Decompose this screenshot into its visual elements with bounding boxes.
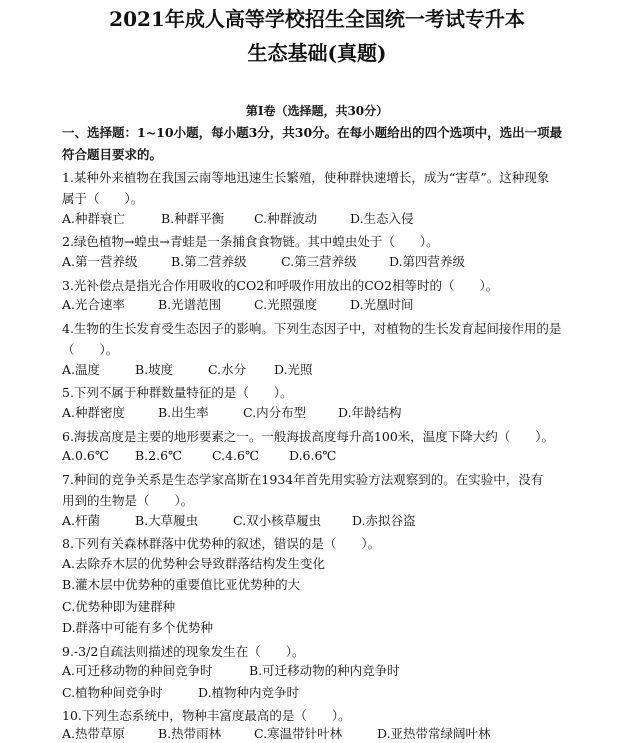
option: A.种群密度 — [62, 405, 126, 420]
option: C.寒温带针叶林 — [254, 726, 343, 741]
question-stem: 9.-3/2自疏法则描述的现象发生在（ ）。 — [62, 644, 305, 659]
option: C.内分布型 — [243, 405, 307, 420]
question-stem: 用到的生物是（ ）。 — [62, 493, 194, 508]
option: A.热带草原 — [62, 726, 126, 741]
option: B.出生率 — [158, 405, 209, 420]
option: B.灌木层中优势种的重要值比亚优势种的大 — [62, 577, 301, 592]
option: B.种群平衡 — [161, 211, 225, 226]
section-instruction-line1: 一、选择题：1~10小题，每小题3分，共30分。在每小题给出的四个选项中，选出一项最 — [62, 125, 563, 140]
question-stem: 10.下列生态系统中，物种丰富度最高的是（ ）。 — [62, 708, 351, 723]
option: C.4.6℃ — [212, 448, 259, 463]
section-title: 第Ⅰ卷（选择题，共30分） — [245, 104, 389, 118]
question-stem: 8.下列有关森林群落中优势种的叙述，错误的是（ ）。 — [62, 536, 381, 551]
option: C.水分 — [208, 362, 247, 377]
option: A.可迁移动物的种间竞争时 — [62, 663, 213, 678]
option: D.光照 — [274, 362, 313, 377]
option: D.生态入侵 — [350, 211, 414, 226]
option: B.2.6℃ — [135, 448, 183, 463]
option: B.第二营养级 — [171, 254, 247, 269]
option: A.光合速率 — [62, 297, 126, 312]
option: B.光谱范围 — [158, 297, 222, 312]
option: C.第三营养级 — [281, 254, 357, 269]
section-instruction-line2: 符合题目要求的。 — [62, 147, 163, 162]
option: A.温度 — [62, 362, 101, 377]
option: D.群落中可能有多个优势种 — [62, 620, 214, 635]
option: D.第四营养级 — [389, 254, 466, 269]
option: A.杆菌 — [62, 513, 101, 528]
option: D.年龄结构 — [338, 405, 402, 420]
question-stem: 6.海拔高度是主要的地形要素之一。一般海拔高度每升高100米，温度下降大约（ ）。 — [62, 429, 555, 444]
option: C.光照强度 — [254, 297, 318, 312]
option: A.种群衰亡 — [62, 211, 126, 226]
option: C.双小核草履虫 — [233, 513, 322, 528]
option: B.大草履虫 — [135, 513, 199, 528]
question-stem: 3.光补偿点是指光合作用吸收的CO2和呼吸作用放出的CO2相等时的（ ）。 — [62, 278, 499, 293]
option: D.6.6℃ — [289, 448, 337, 463]
option: A.第一营养级 — [62, 254, 138, 269]
question-stem: 2.绿色植物→蝗虫→青蛙是一条捕食食物链。其中蝗虫处于（ ）。 — [62, 234, 439, 249]
question-stem: 7.种间的竞争关系是生态学家高斯在1934年首先用实验方法观察到的。在实验中，没有 — [62, 472, 544, 487]
option: C.种群波动 — [254, 211, 318, 226]
exam-title: 2021年成人高等学校招生全国统一考试专升本 — [109, 7, 525, 31]
question-stem: 4.生物的生长发育受生态因子的影响。下列生态因子中，对植物的生长发育起间接作用的是 — [62, 321, 562, 336]
option: B.热带雨林 — [158, 726, 222, 741]
question-stem: 属于（ ）。 — [62, 191, 144, 206]
option: D.赤拟谷盗 — [352, 513, 416, 528]
option: C.优势种即为建群种 — [62, 599, 176, 614]
option: C.植物种间竞争时 — [62, 685, 163, 700]
option: A.0.6℃ — [62, 448, 109, 463]
question-stem: 5.下列不属于种群数量特征的是（ ）。 — [62, 385, 293, 400]
question-stem: （ ）。 — [62, 342, 119, 357]
option: B.可迁移动物的种内竞争时 — [249, 663, 400, 678]
option: D.亚热带常绿阔叶林 — [377, 726, 491, 741]
option: D.植物种内竞争时 — [198, 685, 300, 700]
question-stem: 1.某种外来植物在我国云南等地迅速生长繁殖，使种群快速增长，成为“害草”。这种现象 — [62, 170, 550, 185]
option: D.光凰时间 — [350, 297, 414, 312]
option: A.去除乔木层的优势种会导致群落结构发生变化 — [62, 556, 326, 571]
option: B.坡度 — [135, 362, 174, 377]
exam-subtitle: 生态基础(真题) — [247, 41, 387, 65]
